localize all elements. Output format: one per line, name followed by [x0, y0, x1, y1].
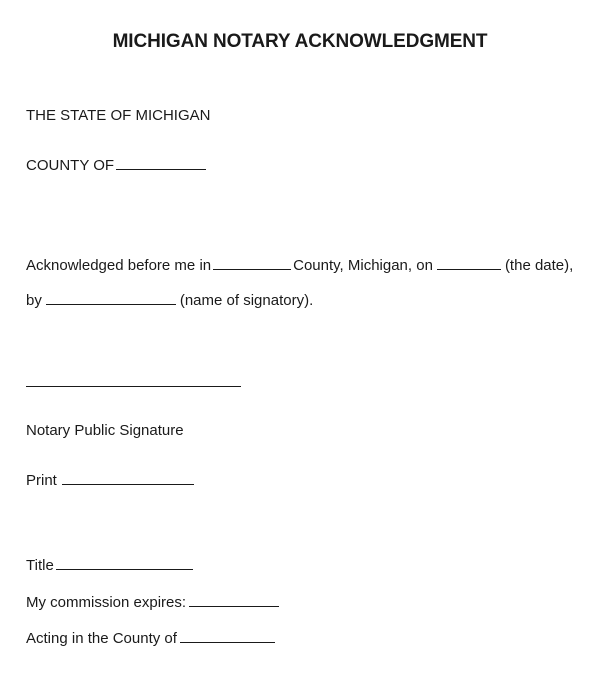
by-label: by: [26, 292, 42, 309]
county-blank[interactable]: [116, 156, 206, 170]
title-line: [26, 556, 193, 575]
acting-county-line: [26, 629, 275, 648]
title-label: Title: [26, 557, 54, 574]
state-line: THE STATE OF MICHIGAN: [26, 107, 211, 124]
ack-text-3: (the date),: [504, 257, 574, 274]
signatory-line: [26, 291, 313, 310]
commission-blank[interactable]: [189, 593, 279, 607]
title-blank[interactable]: [56, 556, 193, 570]
acting-county-blank[interactable]: [180, 629, 275, 643]
commission-label: My commission expires:: [26, 594, 187, 611]
acknowledgment-line: [26, 256, 573, 275]
county-label: COUNTY OF: [26, 157, 115, 174]
ack-text-2: County, Michigan, on: [293, 257, 433, 274]
ack-text-1: Acknowledged before me in: [26, 257, 212, 274]
print-line: [26, 471, 194, 490]
ack-date-blank[interactable]: [437, 256, 501, 270]
ack-county-blank[interactable]: [213, 256, 291, 270]
document-title: MICHIGAN NOTARY ACKNOWLEDGMENT: [112, 31, 488, 52]
commission-line: [26, 593, 279, 612]
notary-signature-blank[interactable]: [26, 386, 241, 387]
county-line: [26, 156, 206, 175]
print-blank[interactable]: [62, 471, 194, 485]
print-label: Print: [26, 472, 57, 489]
signatory-blank[interactable]: [46, 291, 176, 305]
signatory-label: (name of signatory).: [179, 292, 314, 309]
notary-signature-label: Notary Public Signature: [26, 422, 184, 439]
acting-label: Acting in the County of: [26, 630, 177, 647]
